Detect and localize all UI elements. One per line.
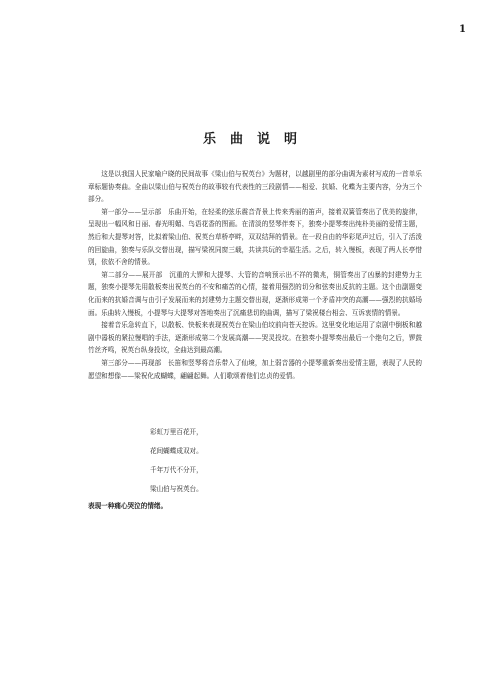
paragraph-climax: 接着音乐急转直下，以散板、快板来表现祝英台在梁山伯坟前向苍天控诉。这里变化地运用了京剧中倒板和越剧中嚣板的紧拉慢唱的手法，逐渐形成第二个发展高潮——哭灵投坟。在独奏小提琴奏出最后一个绝句之后，锣鼓竹丝齐鸣，祝英台纵身投坟，全曲达到最高潮。 — [88, 321, 422, 355]
verse-line: 花间蝴蝶成双对。 — [150, 447, 203, 455]
closing-note: 表现一种痛心哭泣的情绪。 — [88, 502, 168, 510]
paragraph-part-one: 第一部分——呈示部 乐曲开始，在轻柔的弦乐震音背景上传来秀丽的笛声，接着双簧管奏出了优美的旋律，呈现出一幅风和日丽、春光明媚、鸟语花香的图画。在清淡的竖琴伴奏下，独奏小提琴奏出纯朴美丽的爱情主题，然后和大提琴对答，比拟着梁山伯、祝英台草桥亭畔，双双结拜的情景。在一段自由的华彩尾声过后，引入了活泼的回旋曲，独奏与乐队交替出现，描写梁祝同窗三载，共读共玩的幸福生活。之后，转入慢板，表现了两人长亭惜别，依依不舍的情景。 — [88, 207, 422, 267]
paragraph-part-two: 第二部分——展开部 沉重的大锣和大提琴、大管的音响预示出不祥的微兆，铜管奏出了凶暴的封建势力主题，独奏小提琴先用散板奏出祝英台的不安和痛苦的心情，接着用强烈的切分和弦奏出反抗的主题。这个由副题变化而来的抗婚音调与由引子发展而来的封建势力主题交替出现，逐渐形成第一个矛盾冲突的高潮——强烈的抗婚场面。乐曲转入慢板，小提琴与大提琴对答地奏出了沉痛悲切的曲调，描写了梁祝楼台相会、互诉衷情的情景。 — [88, 270, 422, 317]
verse-line: 彩虹万里百花开， — [150, 428, 203, 436]
page-number: 1 — [459, 24, 466, 35]
verse-line: 梁山伯与祝英台。 — [150, 485, 203, 493]
body-text — [88, 168, 422, 382]
page-title: 乐曲说明 — [202, 132, 311, 147]
paragraph-intro: 这是以我国人民家喻户晓的民间故事《梁山伯与祝英台》为题材，以越剧里的部分曲调为素材写成的一首单乐章标题协奏曲。全曲以梁山伯与祝英台的故事较有代表性的三段剧情——相爱、抗婚、化蝶为主要内容，分为三个部分。 — [88, 170, 422, 204]
verse-line: 千年万代不分开， — [150, 466, 203, 474]
paragraph-part-three: 第三部分——再现部 长笛和竖琴将音乐带入了仙境，加上弱音器的小提琴重新奏出爱情主题，表现了人民的愿望和想像——梁祝化成蝴蝶，翩翩起舞。人们歌颂着他们忠贞的爱情。 — [88, 358, 422, 380]
verse — [150, 423, 203, 499]
